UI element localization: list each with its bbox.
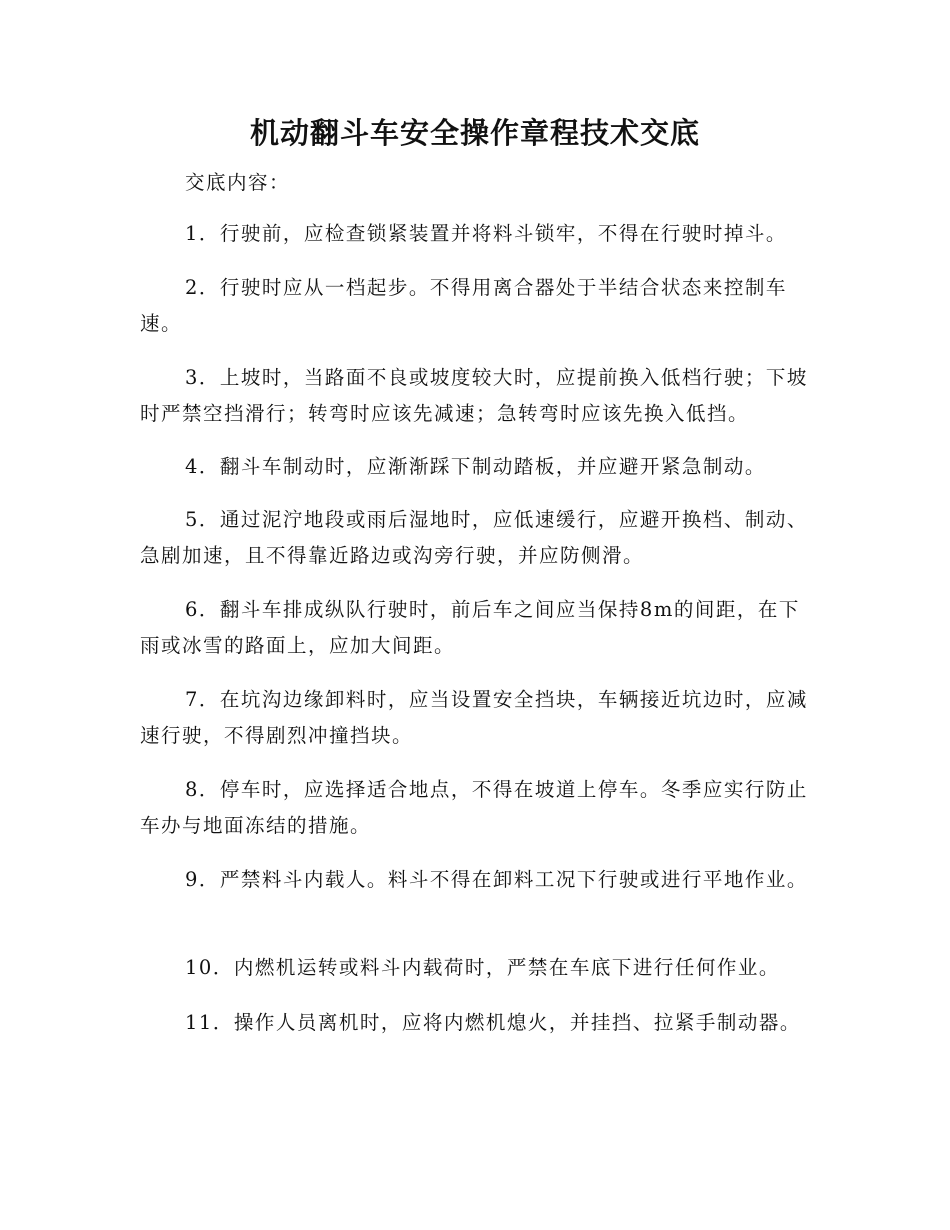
clause-3 xyxy=(140,360,812,432)
clause-text: 上坡时，当路面不良或坡度较大时，应提前换入低档行驶；下坡时严禁空挡滑行；转弯时应该先减速；急转弯时应该先换入低挡。 xyxy=(140,366,808,425)
clause-7 xyxy=(140,682,812,754)
clause-2 xyxy=(140,270,812,342)
clause-text: 通过泥泞地段或雨后湿地时，应低速缓行，应避开换档、制动、急剧加速，且不得靠近路边或沟旁行驶，并应防侧滑。 xyxy=(140,508,808,567)
clause-number: 8． xyxy=(185,778,220,801)
clause-text: 停车时，应选择适合地点，不得在坡道上停车。冬季应实行防止车办与地面冻结的措施。 xyxy=(140,778,808,837)
clause-5 xyxy=(140,502,812,574)
clause-text: 翻斗车制动时，应渐渐踩下制动踏板，并应避开紧急制动。 xyxy=(219,455,766,478)
clause-number: 3． xyxy=(185,366,220,389)
clause-10 xyxy=(140,950,812,986)
clause-number: 6． xyxy=(185,598,220,621)
document-title: 机动翻斗车安全操作章程技术交底 xyxy=(249,116,700,150)
clause-9 xyxy=(140,862,812,898)
clause-number: 2． xyxy=(185,276,220,299)
clause-text: 严禁料斗内载人。料斗不得在卸料工况下行驶或进行平地作业。 xyxy=(219,868,808,891)
clause-11 xyxy=(140,1005,812,1041)
clause-number: 5． xyxy=(185,508,220,531)
clause-number: 10． xyxy=(185,956,234,979)
clause-text: 在坑沟边缘卸料时，应当设置安全挡块，车辆接近坑边时，应减速行驶，不得剧烈冲撞挡块。 xyxy=(140,688,808,747)
clause-text: 行驶前，应检查锁紧装置并将料斗锁牢，不得在行驶时掉斗。 xyxy=(219,222,787,245)
clause-1 xyxy=(140,216,812,252)
clause-number: 1． xyxy=(185,222,220,245)
clause-4 xyxy=(140,449,812,485)
clause-8 xyxy=(140,772,812,844)
clause-number: 4． xyxy=(185,455,220,478)
clause-text: 翻斗车排成纵队行驶时，前后车之间应当保持8m的间距，在下雨或冰雪的路面上，应加大间距。 xyxy=(140,598,800,657)
clause-number: 11． xyxy=(185,1011,234,1034)
intro-label: 交底内容： xyxy=(185,171,291,194)
clause-number: 7． xyxy=(185,688,220,711)
clause-text: 内燃机运转或料斗内载荷时，严禁在车底下进行任何作业。 xyxy=(233,956,780,979)
clause-6 xyxy=(140,592,812,664)
clause-number: 9． xyxy=(185,868,220,891)
clause-text: 行驶时应从一档起步。不得用离合器处于半结合状态来控制车速。 xyxy=(140,276,787,335)
clause-text: 操作人员离机时，应将内燃机熄火，并挂挡、拉紧手制动器。 xyxy=(233,1011,801,1034)
